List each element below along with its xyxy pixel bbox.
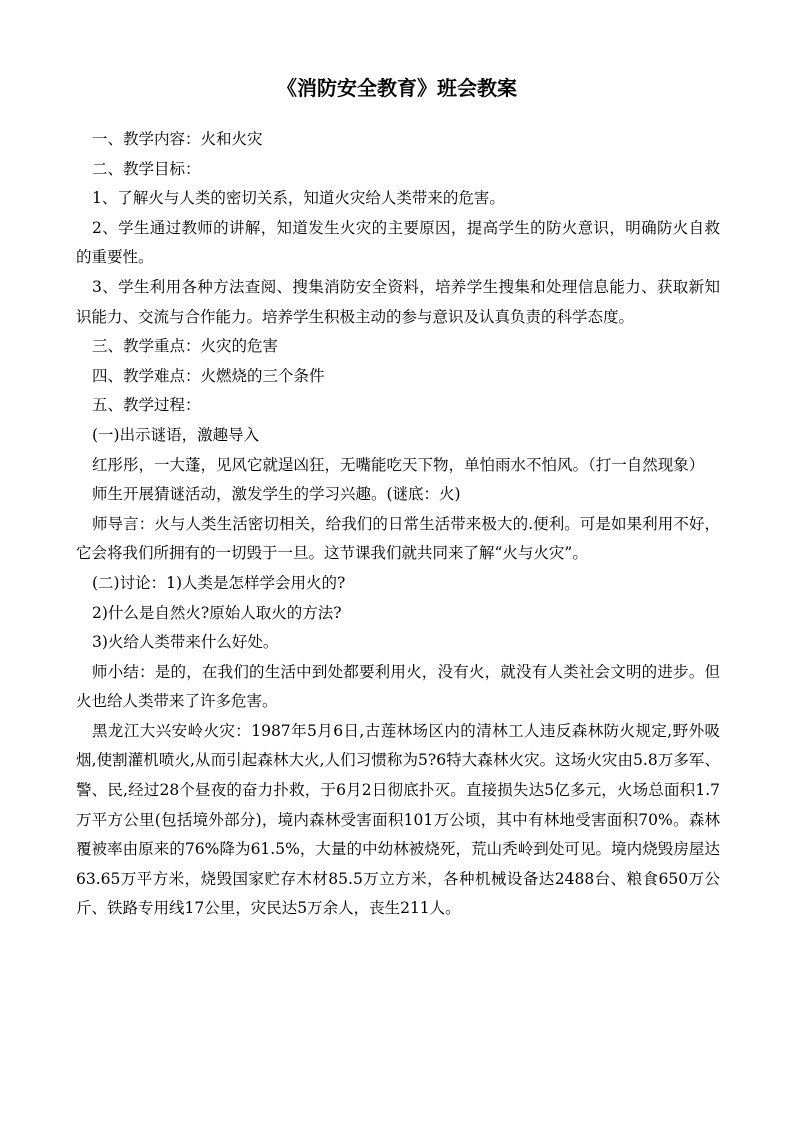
section-key-point: 三、教学重点：火灾的危害: [92, 337, 279, 356]
teacher-summary: 师小结：是的，在我们的生活中到处都要利用火，没有火，就没有人类社会文明的进步。但火也给人类带来了许多危害。: [76, 662, 720, 711]
teacher-intro: 师导言：火与人类生活密切相关，给我们的日常生活带来极大的.便利。可是如果利用不好，它会将我们所拥有的一切毁于一旦。这节课我们就共同来了解“火与火灾”。: [76, 514, 720, 563]
discussion-question-2: 2)什么是自然火?原始人取火的方法?: [92, 603, 342, 622]
section-content: 一、教学内容：火和火灾: [92, 130, 263, 148]
case-paragraph: 黑龙江大兴安岭火灾：1987年5月6日,古莲林场区内的清林工人违反森林防火规定,野外吸烟,使割灌机喷火,从而引起森林大火,人们习惯称为5?6特大森林火灾。这场火灾由5.8万多军、警、民,经过28个昼夜的奋力扑救，于6月2日彻底扑灭。直接损失达5亿多元，火场总面积1.7万平方公里(包括境外部分)，境内森林受害面积101万公顷，其中有林地受害面积70%。森林覆被率由原来的76%降为61.5%，大量的中幼林被烧死，荒山秃岭到处可见。境内烧毁房屋达63.65万平方米，烧毁国家贮存木材85.5万立方米，各种机械设备达2488台、粮食650万公斤、铁路专用线17公里，灾民达5万余人，丧生211人。: [76, 721, 720, 918]
section-difficulty: 四、教学难点：火燃烧的三个条件: [92, 366, 325, 385]
section-process: 五、教学过程：: [92, 396, 201, 415]
step-1-heading: (一)出示谜语，激趣导入: [92, 425, 260, 444]
objective-3: 3、学生利用各种方法查阅、搜集消防安全资料，培养学生搜集和处理信息能力、获取新知识能力、交流与合作能力。培养学生积极主动的参与意识及认真负责的科学态度。: [76, 277, 720, 326]
section-objectives: 二、教学目标：: [92, 159, 201, 178]
riddle-activity: 师生开展猜谜活动，激发学生的学习兴趣。(谜底：火): [92, 485, 461, 504]
document-title: 《消防安全教育》班会教案: [277, 76, 517, 100]
objective-1: 1、了解火与人类的密切关系，知道火灾给人类带来的危害。: [92, 189, 505, 208]
discussion-question-3: 3)火给人类带来什么好处。: [92, 633, 279, 652]
riddle-paragraph: 红彤彤，一大蓬，见风它就逞凶狂，无嘴能吃天下物，单怕雨水不怕风。（打一自然现象）: [92, 455, 705, 474]
document-body: [76, 125, 720, 924]
objective-2: 2、学生通过教师的讲解，知道发生火灾的主要原因，提高学生的防火意识，明确防火自救的重要性。: [76, 218, 720, 267]
discussion-question-1: (二)讨论：1)人类是怎样学会用火的?: [92, 573, 346, 592]
